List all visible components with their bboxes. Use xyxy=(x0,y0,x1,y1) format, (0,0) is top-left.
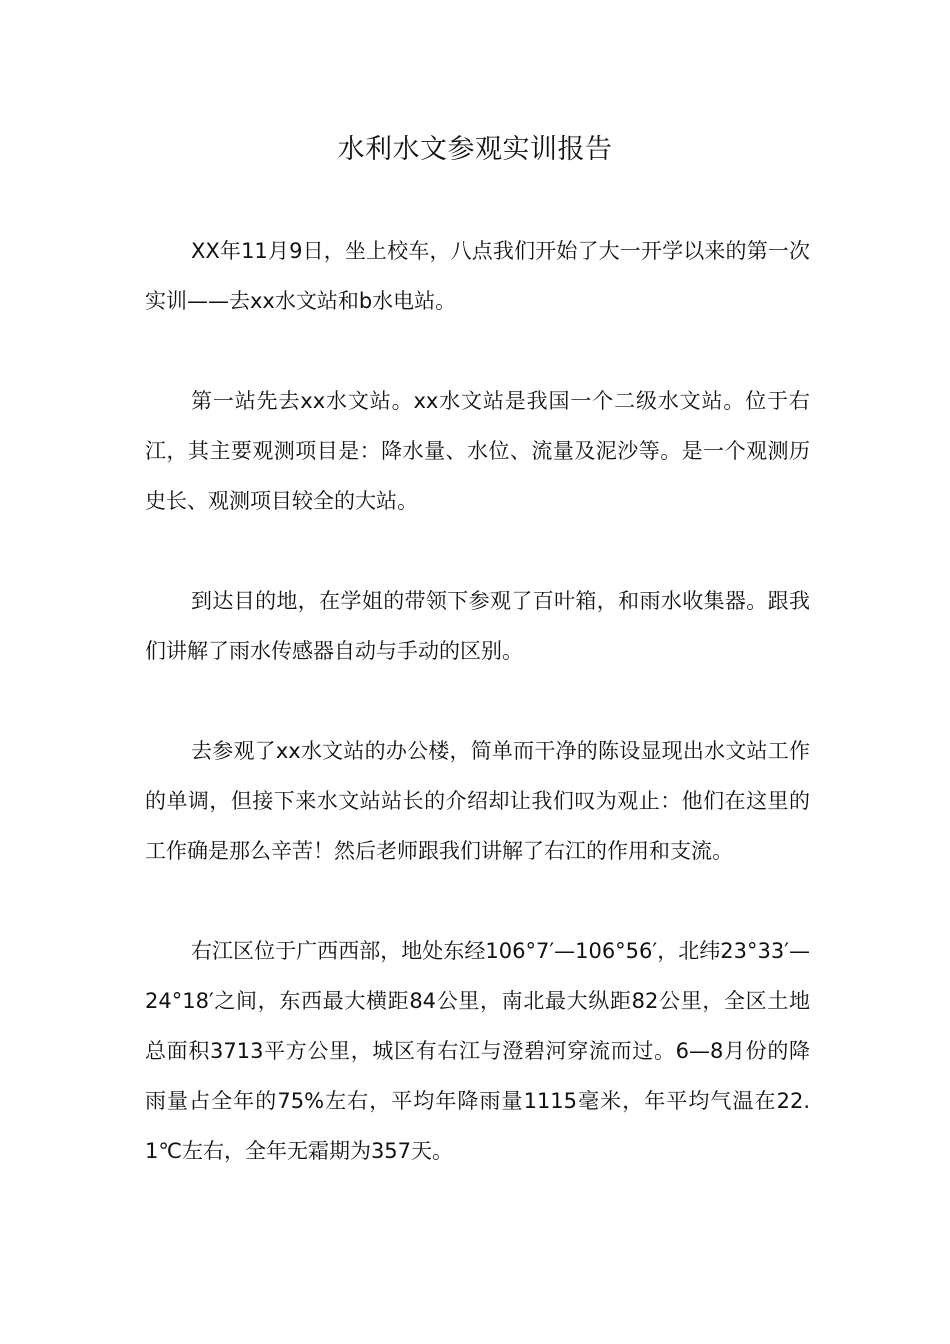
paragraph-4: 去参观了xx水文站的办公楼，简单而干净的陈设显现出水文站工作的单调，但接下来水文站站长的介绍却让我们叹为观止：他们在这里的工作确是那么辛苦！然后老师跟我们讲解了右江的作用和支流。 xyxy=(145,739,810,863)
document-title: 水利水文参观实训报告 xyxy=(337,134,613,165)
paragraph-2: 第一站先去xx水文站。xx水文站是我国一个二级水文站。位于右江，其主要观测项目是：降水量、水位、流量及泥沙等。是一个观测历史长、观测项目较全的大站。 xyxy=(145,389,810,513)
paragraph-1: XX年11月9日，坐上校车，八点我们开始了大一开学以来的第一次实训——去xx水文站和b水电站。 xyxy=(145,239,810,313)
paragraph-5: 右江区位于广西西部，地处东经106°7′—106°56′，北纬23°33′—24°18′之间，东西最大横距84公里，南北最大纵距82公里，全区土地总面积3713平方公里，城区有右江与澄碧河穿流而过。6—8月份的降雨量占全年的75%左右，平均年降雨量1115毫米，年平均气温在22.1℃左右，全年无霜期为357天。 xyxy=(145,939,810,1163)
paragraph-3: 到达目的地，在学姐的带领下参观了百叶箱，和雨水收集器。跟我们讲解了雨水传感器自动与手动的区别。 xyxy=(145,589,810,663)
document-body xyxy=(145,226,810,1226)
